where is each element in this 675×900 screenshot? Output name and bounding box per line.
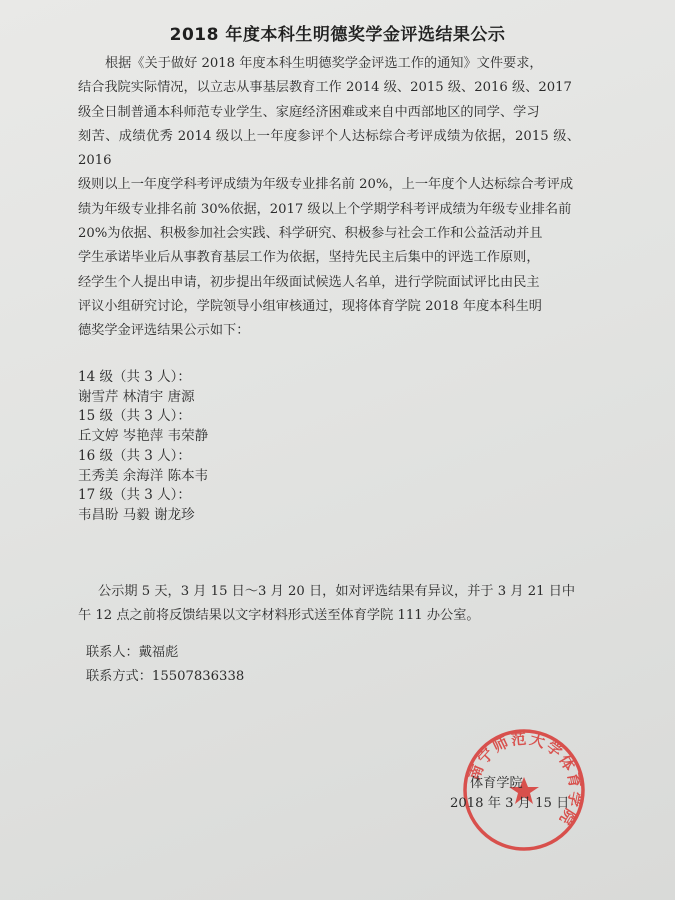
document-title: 2018 年度本科生明德奖学金评选结果公示: [169, 25, 506, 45]
group-heading: 16 级（共 3 人）：: [78, 447, 191, 464]
group-names: 丘文婷 岑艳萍 韦荣静: [78, 428, 209, 445]
contact-person: 联系人：戴福彪: [86, 645, 179, 660]
intro-line: 结合我院实际情况，以立志从事基层教育工作 2014 级、2015 级、2016 级、2017: [78, 80, 572, 96]
intro-line: 20%为依据、积极参加社会实践、科学研究、积极参与社会工作和公益活动并且: [78, 226, 543, 242]
intro-line: 德奖学金评选结果公示如下：: [78, 323, 250, 339]
contact-phone: 联系方式：15507836338: [86, 669, 245, 684]
intro-line: 刻苦、成绩优秀 2014 级以上一年度参评个人达标综合考评成绩为依据，2015 级、2016: [78, 128, 580, 169]
signature-date: 2018 年 3 月 15 日: [450, 796, 570, 811]
intro-line: 级则以上一年度学科考评成绩为年级专业排名前 20%，上一年度个人达标综合考评成: [78, 177, 574, 193]
intro-line: 学生承诺毕业后从事教育基层工作为依据，坚持先民主后集中的评选工作原则，: [78, 250, 540, 266]
intro-paragraph: [78, 52, 580, 344]
group-heading: 17 级（共 3 人）：: [78, 487, 191, 504]
svg-text:南宁师范大学体育学院: 南宁师范大学体育学院: [465, 729, 585, 830]
group-heading: 14 级（共 3 人）：: [78, 369, 191, 385]
publicity-notice: 公示期 5 天，3 月 15 日～3 月 20 日，如对评选结果有异议，并于 3 月 21 日中午 12 点之前将反馈结果以文字材料形式送至体育学院 111 办公室。: [78, 584, 576, 623]
intro-line: 经学生个人提出申请，初步提出年级面试候选人名单，进行学院面试评比由民主: [78, 274, 540, 290]
winner-list: [78, 368, 208, 526]
group-names: 王秀美 余海洋 陈本韦: [78, 467, 209, 484]
intro-line: 评议小组研究讨论，学院领导小组审核通过，现将体育学院 2018 年度本科生明: [78, 298, 542, 314]
intro-line: 绩为年级专业排名前 30%依据，2017 级以上个学期学科考评成绩为年级专业排名前: [78, 201, 572, 217]
contact-block: [86, 641, 244, 689]
signature-block: [450, 774, 570, 814]
group-heading: 15 级（共 3 人）：: [78, 408, 191, 425]
group-names: 谢雪芹 林清宇 唐源: [78, 388, 195, 405]
group-names: 韦昌盼 马毅 谢龙珍: [78, 506, 195, 523]
intro-line: 根据《关于做好 2018 年度本科生明德奖学金评选工作的通知》文件要求，: [105, 56, 543, 71]
signature-org: 体育学院: [470, 776, 523, 791]
intro-line: 级全日制普通本科师范专业学生、家庭经济困难或来自中西部地区的同学、学习: [78, 104, 540, 120]
